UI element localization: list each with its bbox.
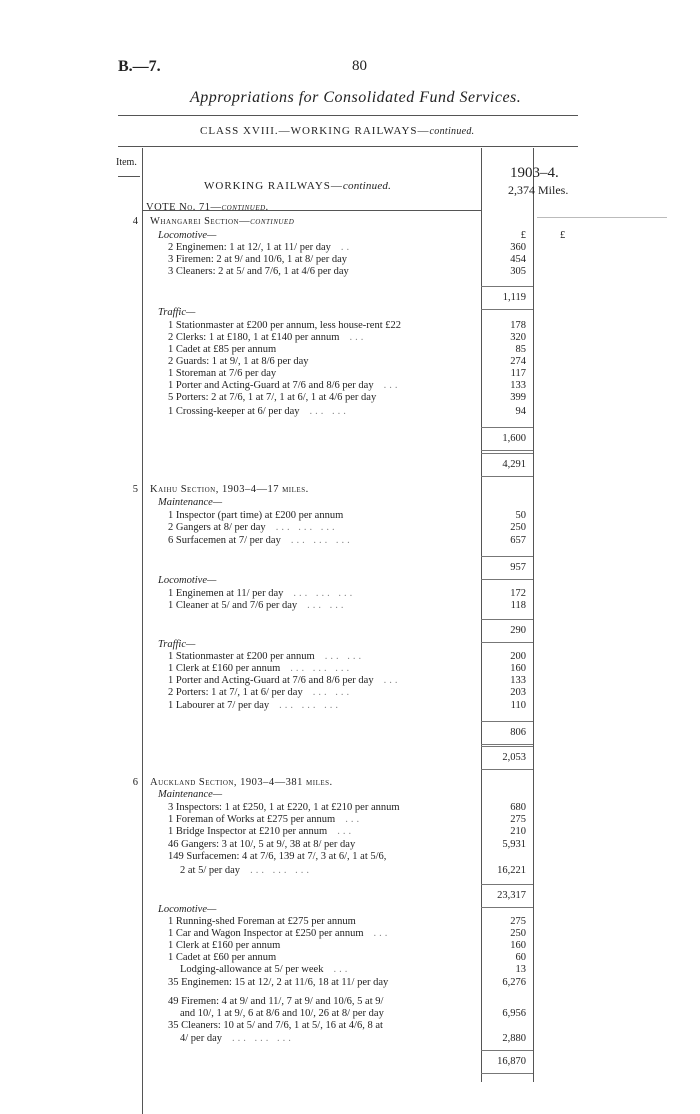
row-text: Lodging-allowance at 5/ per week: [180, 964, 324, 975]
amount-cell: 250: [510, 928, 526, 939]
row-text: Whangarei Section—: [150, 216, 251, 227]
amount-cell: 172: [510, 588, 526, 599]
table-row: [0, 202, 700, 216]
row-description: [168, 344, 276, 355]
table-row: [0, 964, 700, 978]
leader-dots: ...: [345, 814, 363, 825]
subtotal-value: 16,870: [497, 1056, 526, 1067]
amount-cell: £: [520, 230, 526, 241]
subtotal-value: 4,291: [502, 459, 526, 470]
row-text: 3 Inspectors: 1 at £250, 1 at £220, 1 at £210 per annum: [168, 802, 400, 813]
row-italic-text: continued: [250, 216, 295, 227]
subtotal-top-rule: [481, 1050, 533, 1051]
amount-cell: 6,276: [502, 977, 526, 988]
row-text: 35 Cleaners: 10 at 5/ and 7/6, 1 at 5/, 16 at 4/6, 8 at: [168, 1020, 383, 1031]
row-description: [168, 977, 388, 988]
table-row: [0, 1020, 700, 1034]
table-row: [0, 535, 700, 549]
row-description: [168, 928, 390, 939]
row-description: [158, 904, 216, 915]
row-text: 1 Stationmaster at £200 per annum, less house-rent £22: [168, 320, 401, 331]
amount-cell: 178: [510, 320, 526, 331]
row-text: 1 Storeman at 7/6 per day: [168, 368, 277, 379]
subtotal-top-rule: [481, 746, 533, 747]
row-italic-text: continued.: [221, 202, 269, 213]
amount-cell: 85: [515, 344, 526, 355]
page-reference: B.—7.: [118, 58, 161, 75]
row-text: 1 Car and Wagon Inspector at £250 per annum: [168, 928, 364, 939]
item-column-header: Item.: [116, 157, 137, 168]
amount-cell: 275: [510, 916, 526, 927]
row-text: 49 Firemen: 4 at 9/ and 11/, 7 at 9/ and 10/6, 5 at 9/: [168, 996, 384, 1007]
row-description: [168, 839, 355, 850]
row-description: [150, 777, 333, 788]
subtotal-bottom-rule: [481, 579, 533, 580]
row-description: [168, 651, 364, 662]
row-description: [168, 916, 356, 927]
amount-cell: 305: [510, 266, 526, 277]
subtotal-top-rule: [481, 286, 533, 287]
amount-cell: 94: [515, 406, 526, 417]
row-description: [168, 802, 400, 813]
amount-cell: 13: [515, 964, 526, 975]
table-row: [0, 216, 700, 230]
row-text: 1 Labourer at 7/ per day: [168, 700, 270, 711]
row-description: [168, 952, 276, 963]
row-description: [168, 332, 366, 343]
table-row: [0, 851, 700, 865]
subtotal-top-rule: [481, 556, 533, 557]
amount-cell: 50: [515, 510, 526, 521]
subtotal-top-rule: [481, 721, 533, 722]
amount-cell: 16,221: [497, 865, 526, 876]
row-text: 2 Guards: 1 at 9/, 1 at 8/6 per day: [168, 356, 309, 367]
row-description: [180, 1008, 384, 1019]
leader-dots: ...: [333, 964, 351, 975]
subtotal-top-rule: [481, 884, 533, 885]
amount-cell: 360: [510, 242, 526, 253]
leader-dots: ..: [340, 242, 353, 253]
leader-dots: ... ... ...: [293, 588, 356, 599]
row-italic-text: Traffic—: [158, 307, 196, 318]
column-title: [204, 180, 391, 192]
item-number: 5: [132, 484, 138, 495]
row-description: [168, 535, 353, 546]
row-text: 1 Cadet at £60 per annum: [168, 952, 277, 963]
row-description: [168, 510, 343, 521]
row-description: [168, 254, 347, 265]
table-row: [0, 307, 700, 321]
row-text: 1 Foreman of Works at £275 per annum: [168, 814, 336, 825]
leader-dots: ... ...: [324, 651, 365, 662]
leader-dots: ... ... ...: [279, 700, 342, 711]
subtotal-bottom-rule: [481, 476, 533, 477]
item-header-rule: [118, 176, 140, 177]
row-description: [158, 639, 195, 650]
amount-cell: 133: [510, 380, 526, 391]
table-row: [0, 406, 700, 420]
row-description: [168, 996, 383, 1007]
table-row: [0, 687, 700, 701]
row-description: [168, 588, 355, 599]
subtotal-value: 1,119: [502, 292, 526, 303]
row-description: [168, 687, 352, 698]
row-italic-text: Locomotive—: [158, 904, 217, 915]
row-text: 1 Stationmaster at £200 per annum: [168, 651, 315, 662]
row-description: [158, 497, 222, 508]
row-text: 2 Porters: 1 at 7/, 1 at 6/ per day: [168, 687, 303, 698]
row-description: [168, 522, 338, 533]
year-header: 1903–4.: [510, 165, 559, 181]
leader-dots: ... ... ...: [290, 663, 353, 674]
row-description: [168, 675, 400, 686]
row-text: Kaihu Section, 1903–4—17 miles.: [150, 484, 309, 495]
class-heading-suffix: continued.: [429, 126, 475, 137]
row-description: [180, 865, 312, 876]
row-text: 1 Clerk at £160 per annum: [168, 940, 281, 951]
leader-dots: ...: [373, 928, 391, 939]
subtotal-value: 806: [510, 727, 526, 738]
row-description: [168, 406, 349, 417]
row-description: [168, 814, 362, 825]
page-title: Appropriations for Consolidated Fund Services.: [190, 89, 522, 106]
class-heading: [200, 125, 474, 137]
row-description: [168, 826, 354, 837]
table-row: [0, 600, 700, 614]
amount-cell: 110: [510, 700, 526, 711]
row-description: [180, 964, 350, 975]
leader-dots: ...: [383, 380, 401, 391]
row-italic-text: Traffic—: [158, 639, 196, 650]
amount-cell: 399: [510, 392, 526, 403]
row-text: 6 Surfacemen at 7/ per day: [168, 535, 281, 546]
row-text: 2 at 5/ per day: [180, 865, 241, 876]
amount-cell: 210: [510, 826, 526, 837]
subtotal-bottom-rule: [481, 309, 533, 310]
row-text: 5 Porters: 2 at 7/6, 1 at 7/, 1 at 6/, 1 at 4/6 per day: [168, 392, 377, 403]
row-text: 46 Gangers: 3 at 10/, 5 at 9/, 38 at 8/ per day: [168, 839, 356, 850]
subtotal-bottom-rule: [481, 450, 533, 451]
amount-cell: 275: [510, 814, 526, 825]
table-row: [0, 497, 700, 511]
leader-dots: ... ... ...: [250, 865, 312, 876]
pound-sign: £: [560, 230, 566, 241]
row-description: [168, 392, 376, 403]
table-row: [0, 789, 700, 803]
leader-dots: ...: [349, 332, 367, 343]
leader-dots: ... ...: [312, 687, 353, 698]
amount-cell: 6,956: [502, 1008, 526, 1019]
row-description: [168, 851, 386, 862]
item-number: 6: [132, 777, 138, 788]
amount-cell: 200: [510, 651, 526, 662]
row-description: [168, 663, 352, 674]
subtotal-value: 2,053: [502, 752, 526, 763]
amount-cell: 680: [510, 802, 526, 813]
row-text: 3 Cleaners: 2 at 5/ and 7/6, 1 at 4/6 per day: [168, 266, 349, 277]
table-row: [0, 266, 700, 280]
row-text: 35 Enginemen: 15 at 12/, 2 at 11/6, 18 at 11/ per day: [168, 977, 389, 988]
subtotal-bottom-rule: [481, 907, 533, 908]
subtotal-top-rule: [481, 453, 533, 454]
column-title-main: WORKING RAILWAYS—: [204, 180, 343, 192]
row-text: Auckland Section, 1903–4—381 miles.: [150, 777, 333, 788]
row-italic-text: Locomotive—: [158, 575, 217, 586]
subtotal-value: 1,600: [502, 433, 526, 444]
row-description: [158, 575, 216, 586]
amount-cell: 133: [510, 675, 526, 686]
row-text: 1 Cadet at £85 per annum: [168, 344, 277, 355]
subtotal-bottom-rule: [481, 1073, 533, 1074]
row-description: [158, 230, 216, 241]
row-text: 4/ per day: [180, 1033, 222, 1044]
row-text: 1 Crossing-keeper at 6/ per day: [168, 406, 300, 417]
row-description: [180, 1033, 294, 1044]
row-text: 2 Enginemen: 1 at 12/, 1 at 11/ per day: [168, 242, 331, 253]
amount-cell: 60: [515, 952, 526, 963]
leader-dots: ... ...: [307, 600, 347, 611]
table-top-rule: [118, 146, 578, 147]
row-description: [168, 1020, 383, 1031]
table-row: [0, 977, 700, 991]
row-description: [168, 600, 347, 611]
table-row: [0, 700, 700, 714]
leader-dots: ... ... ...: [290, 535, 353, 546]
leader-dots: ... ... ...: [232, 1033, 294, 1044]
row-description: [168, 242, 352, 253]
table-row: [0, 575, 700, 589]
miles-header: 2,374 Miles.: [508, 183, 569, 197]
amount-cell: 274: [510, 356, 526, 367]
amount-cell: 5,931: [502, 839, 526, 850]
row-description: [168, 368, 276, 379]
row-description: [150, 484, 309, 495]
subtotal-bottom-rule: [481, 769, 533, 770]
table-row: [0, 826, 700, 840]
amount-cell: 118: [510, 600, 526, 611]
row-text: 2 Gangers at 8/ per day: [168, 522, 266, 533]
row-text: 1 Inspector (part time) at £200 per annum: [168, 510, 344, 521]
table-row: [0, 522, 700, 536]
table-row: [0, 1033, 700, 1047]
amount-cell: 320: [510, 332, 526, 343]
row-italic-text: Maintenance—: [158, 789, 223, 800]
amount-cell: 454: [510, 254, 526, 265]
class-heading-main: CLASS XVIII.—WORKING RAILWAYS—: [200, 125, 430, 137]
table-row: [0, 865, 700, 879]
row-text: 1 Cleaner at 5/ and 7/6 per day: [168, 600, 298, 611]
subtotal-value: 290: [510, 625, 526, 636]
amount-cell: 160: [510, 663, 526, 674]
row-description: [168, 320, 401, 331]
subtotal-bottom-rule: [481, 642, 533, 643]
row-text: 1 Running-shed Foreman at £275 per annum: [168, 916, 356, 927]
column-title-suffix: continued.: [342, 180, 392, 192]
leader-dots: ...: [337, 826, 355, 837]
row-italic-text: Locomotive—: [158, 230, 217, 241]
row-description: [150, 216, 294, 227]
row-description: [146, 202, 269, 213]
table-row: [0, 392, 700, 406]
row-description: [168, 700, 341, 711]
row-text: 3 Firemen: 2 at 9/ and 10/6, 1 at 8/ per day: [168, 254, 348, 265]
subtotal-value: 957: [510, 562, 526, 573]
amount-cell: 160: [510, 940, 526, 951]
row-text: and 10/, 1 at 9/, 6 at 8/6 and 10/, 26 at 8/ per day: [180, 1008, 384, 1019]
row-italic-text: Maintenance—: [158, 497, 223, 508]
row-description: [168, 940, 280, 951]
leader-dots: ...: [383, 675, 401, 686]
row-description: [168, 380, 400, 391]
title-rule: [118, 115, 578, 116]
amount-cell: 203: [510, 687, 526, 698]
row-description: [168, 356, 309, 367]
row-text: 149 Surfacemen: 4 at 7/6, 139 at 7/, 3 at 6/, 1 at 5/6,: [168, 851, 387, 862]
row-description: [158, 789, 222, 800]
row-text: 1 Porter and Acting-Guard at 7/6 and 8/6 per day: [168, 675, 374, 686]
row-text: 1 Clerk at £160 per annum: [168, 663, 281, 674]
amount-cell: 2,880: [502, 1033, 526, 1044]
subtotal-top-rule: [481, 619, 533, 620]
row-description: [158, 307, 195, 318]
row-text: 2 Clerks: 1 at £180, 1 at £140 per annum: [168, 332, 340, 343]
leader-dots: ... ...: [309, 406, 349, 417]
subtotal-top-rule: [481, 427, 533, 428]
subtotal-value: 23,317: [497, 890, 526, 901]
table-row: [0, 484, 700, 498]
amount-cell: 250: [510, 522, 526, 533]
leader-dots: ... ... ...: [275, 522, 338, 533]
item-number: 4: [132, 216, 138, 227]
subtotal-bottom-rule: [481, 744, 533, 745]
row-text: VOTE No. 71—: [146, 202, 222, 213]
row-text: 1 Bridge Inspector at £210 per annum: [168, 826, 328, 837]
row-description: [168, 266, 349, 277]
row-text: 1 Enginemen at 11/ per day: [168, 588, 284, 599]
row-text: 1 Porter and Acting-Guard at 7/6 and 8/6 per day: [168, 380, 374, 391]
amount-cell: 117: [510, 368, 526, 379]
page-number: 80: [352, 58, 367, 74]
amount-cell: 657: [510, 535, 526, 546]
